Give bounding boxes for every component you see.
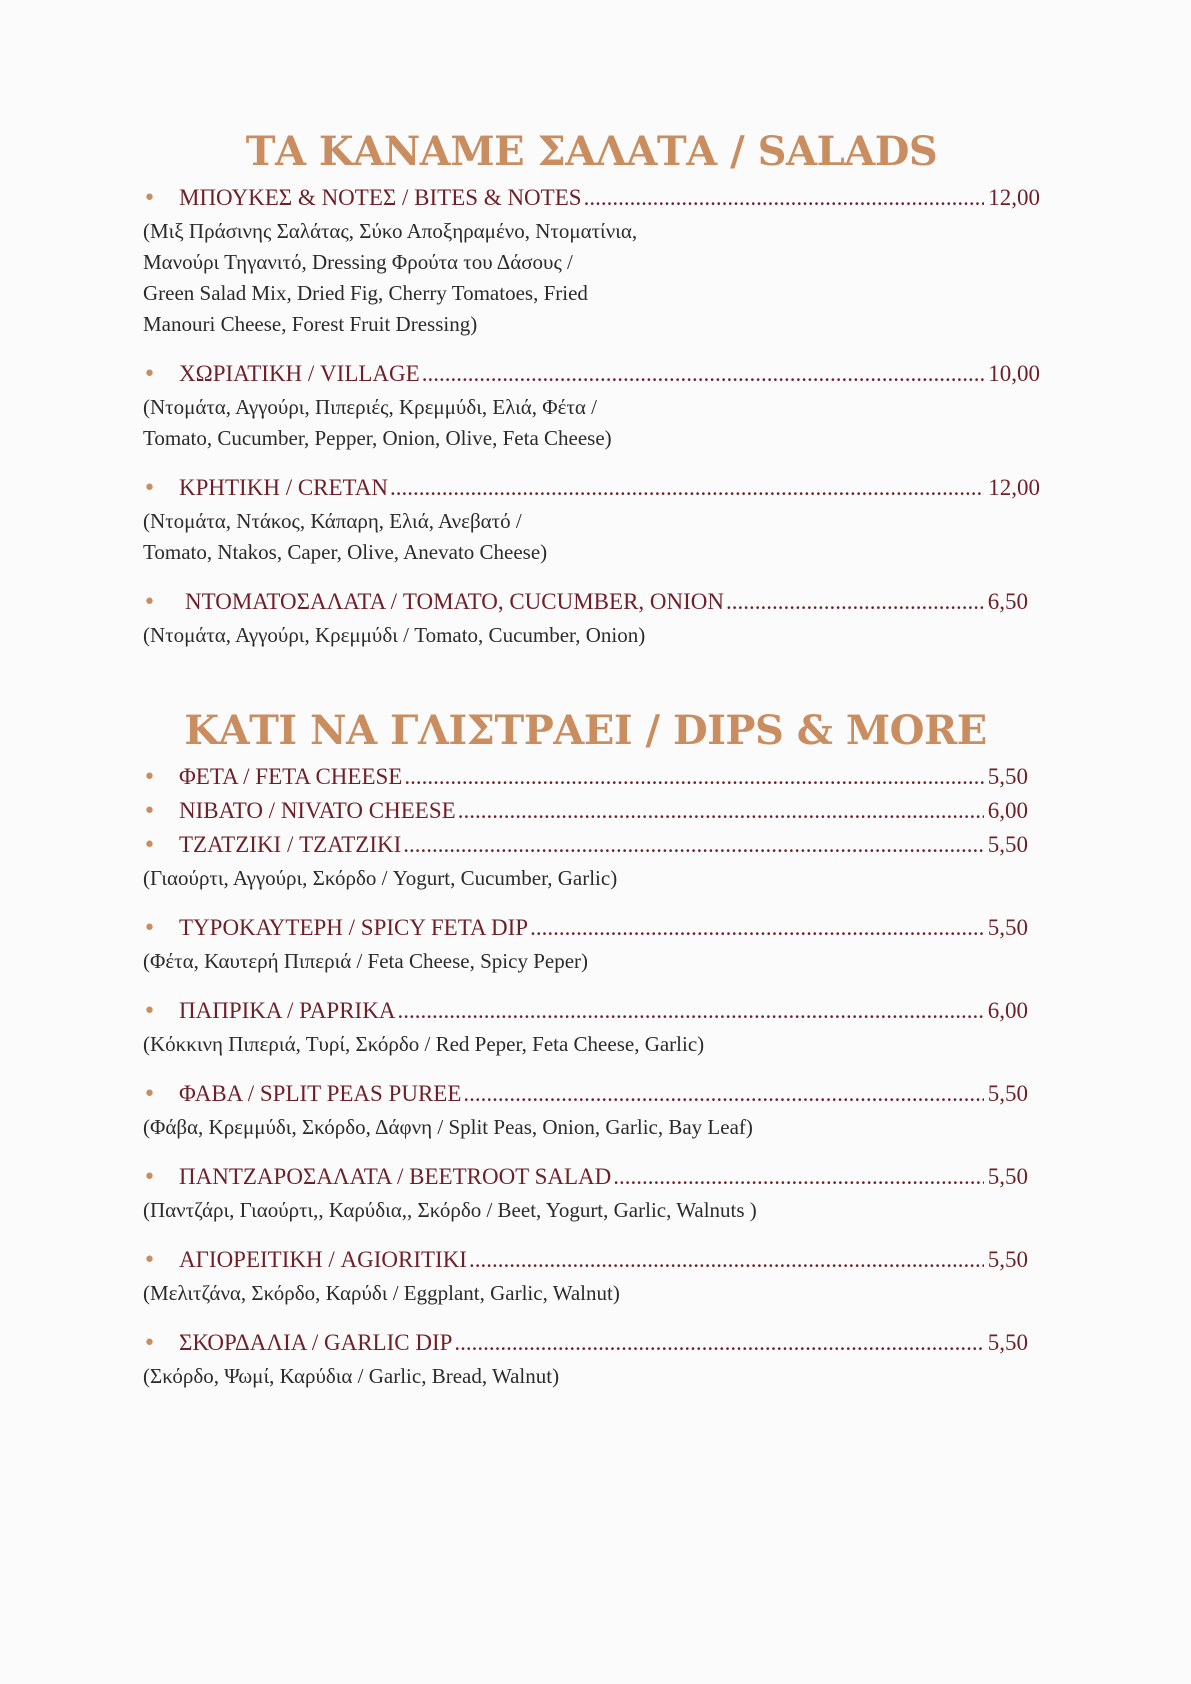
dot-leader — [454, 1330, 983, 1356]
item-description: (Ντομάτα, Ντάκος, Κάπαρη, Ελιά, Ανεβατό / Tomato, Ntakos, Caper, Olive, Anevato Cheese) — [143, 509, 548, 564]
bullet-icon: • — [143, 1248, 156, 1273]
dips-section — [143, 707, 1028, 1392]
item-price: 5,50 — [987, 764, 1028, 789]
bullet-icon: • — [143, 1331, 156, 1356]
item-price: 5,50 — [987, 1330, 1028, 1355]
menu-item — [143, 1244, 1028, 1309]
item-price: 5,50 — [987, 915, 1028, 940]
bullet-icon: • — [143, 799, 156, 824]
item-price: 12,00 — [988, 475, 1040, 500]
menu-item — [143, 182, 1040, 340]
salads-section — [143, 128, 1040, 651]
item-name: ΝΙΒΑΤΟ / NIVATO CHEESE — [179, 798, 456, 823]
dot-leader — [584, 185, 985, 211]
item-name: ΠΑΠΡΙΚΑ / PAPRIKA — [179, 998, 396, 1023]
dot-leader — [458, 798, 984, 824]
item-name: ΠΑΝΤΖΑΡΟΣΑΛΑΤΑ / BEETROOT SALAD — [179, 1164, 612, 1189]
menu-item — [143, 761, 1028, 795]
bullet-icon: • — [143, 765, 156, 790]
dot-leader — [613, 1164, 984, 1190]
dot-leader — [530, 915, 984, 941]
item-description: (Μελιτζάνα, Σκόρδο, Καρύδι / Eggplant, Garlic, Walnut) — [143, 1281, 620, 1305]
item-price: 5,50 — [987, 1164, 1028, 1189]
menu-item — [143, 829, 1028, 894]
salads-title: ΤΑ ΚΑΝΑΜΕ ΣΑΛΑΤΑ / SALADS — [245, 128, 938, 175]
dot-leader — [463, 1081, 983, 1107]
bullet-icon: • — [143, 590, 156, 615]
dot-leader — [390, 475, 984, 501]
item-description: (Γιαούρτι, Αγγούρι, Σκόρδο / Yogurt, Cucumber, Garlic) — [143, 866, 618, 890]
item-name: ΦΑΒΑ / SPLIT PEAS PUREE — [179, 1081, 462, 1106]
dot-leader — [403, 832, 983, 858]
bullet-icon: • — [143, 833, 156, 858]
item-name: ΚΡΗΤΙΚΗ / CRETAN — [179, 475, 388, 500]
item-name: ΤΥΡΟΚΑΥΤΕΡΗ / SPICY FETA DIP — [179, 915, 529, 940]
bullet-icon: • — [143, 362, 156, 387]
item-name: ΧΩΡΙΑΤΙΚΗ / VILLAGE — [179, 361, 420, 386]
item-name: ΜΠΟΥΚΕΣ & ΝΟΤΕΣ / BITES & NOTES — [179, 185, 582, 210]
bullet-icon: • — [143, 186, 156, 211]
menu-item — [143, 1078, 1028, 1143]
item-description: (Μιξ Πράσινης Σαλάτας, Σύκο Αποξηραμένο, Ντοματίνια, Μανούρι Τηγανιτό, Dressing Φρούτα του Δάσους / Green Salad Mix, Dried Fig, Cherry Tomatoes, Fried Manouri Cheese, Forest Fruit Dressing) — [143, 219, 638, 336]
item-price: 10,00 — [988, 361, 1040, 386]
item-description: (Σκόρδο, Ψωμί, Καρύδια / Garlic, Bread, Walnut) — [143, 1364, 560, 1388]
item-name: ΝΤΟΜΑΤΟΣΑΛΑΤΑ / TOMATO, CUCUMBER, ONION — [185, 589, 725, 614]
item-description: (Ντομάτα, Αγγούρι, Κρεμμύδι / Tomato, Cucumber, Onion) — [143, 623, 646, 647]
item-price: 6,50 — [987, 589, 1028, 614]
dot-leader — [726, 589, 984, 615]
menu-item — [143, 795, 1028, 829]
item-price: 5,50 — [987, 832, 1028, 857]
item-description: (Παντζάρι, Γιαούρτι,, Καρύδια,, Σκόρδο / Beet, Yogurt, Garlic, Walnuts ) — [143, 1198, 757, 1222]
menu-item — [143, 472, 1040, 568]
menu-item — [143, 358, 1040, 454]
menu-item — [143, 1327, 1028, 1392]
item-description: (Κόκκινη Πιπεριά, Τυρί, Σκόρδο / Red Peper, Feta Cheese, Garlic) — [143, 1032, 705, 1056]
dot-leader — [422, 361, 985, 387]
menu-item — [143, 995, 1028, 1060]
item-description: (Φάβα, Κρεμμύδι, Σκόρδο, Δάφνη / Split Peas, Onion, Garlic, Bay Leaf) — [143, 1115, 753, 1139]
item-price: 5,50 — [987, 1081, 1028, 1106]
menu-item — [143, 1161, 1028, 1226]
item-price: 5,50 — [987, 1247, 1028, 1272]
item-name: ΑΓΙΟΡΕΙΤΙΚΗ / AGIORITIKI — [179, 1247, 467, 1272]
dot-leader — [404, 764, 983, 790]
menu-item — [143, 912, 1028, 977]
item-name: ΤΖΑΤΖΙΚΙ / TZATZIKI — [179, 832, 402, 857]
item-price: 6,00 — [987, 798, 1028, 823]
item-description: (Ντομάτα, Αγγούρι, Πιπεριές, Κρεμμύδι, Ελιά, Φέτα / Tomato, Cucumber, Pepper, Onion, Olive, Feta Cheese) — [143, 395, 612, 450]
item-name: ΦΕΤΑ / FETA CHEESE — [179, 764, 403, 789]
menu-item — [143, 586, 1040, 651]
bullet-icon: • — [143, 1082, 156, 1107]
item-description: (Φέτα, Καυτερή Πιπεριά / Feta Cheese, Spicy Peper) — [143, 949, 588, 973]
dot-leader — [397, 998, 983, 1024]
bullet-icon: • — [143, 1165, 156, 1190]
item-price: 12,00 — [988, 185, 1040, 210]
bullet-icon: • — [143, 476, 156, 501]
dot-leader — [469, 1247, 984, 1273]
item-name: ΣΚΟΡΔΑΛΙΑ / GARLIC DIP — [179, 1330, 453, 1355]
bullet-icon: • — [143, 999, 156, 1024]
item-price: 6,00 — [987, 998, 1028, 1023]
bullet-icon: • — [143, 916, 156, 941]
dips-title: ΚΑΤΙ ΝΑ ΓΛΙΣΤΡΑΕΙ / DIPS & MORE — [184, 707, 987, 754]
